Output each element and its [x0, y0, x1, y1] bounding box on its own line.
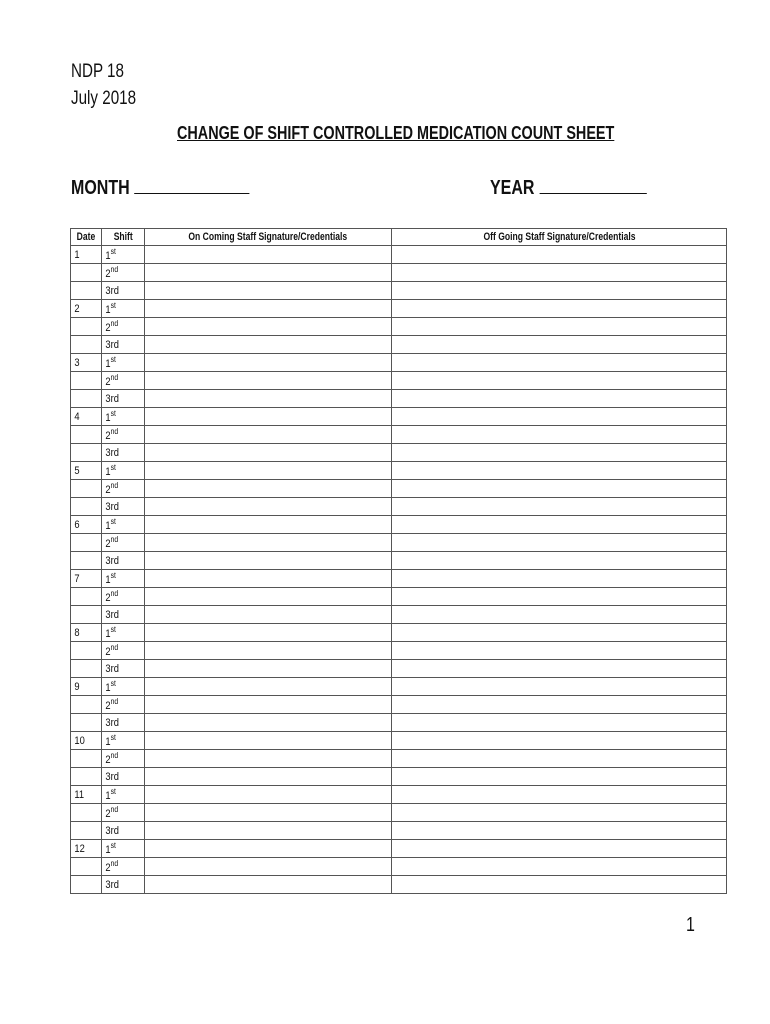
table-row: [71, 282, 727, 300]
shift-cell: 2nd: [102, 426, 145, 444]
table-row: [71, 390, 727, 408]
offgoing-signature-cell[interactable]: [392, 426, 727, 444]
offgoing-signature-cell[interactable]: [392, 804, 727, 822]
date-cell: [71, 804, 102, 822]
date-cell: [71, 822, 102, 840]
shift-cell: 3rd: [102, 282, 145, 300]
date-cell: [71, 534, 102, 552]
date-cell: [71, 498, 102, 516]
table-row: [71, 444, 727, 462]
offgoing-signature-cell[interactable]: [392, 858, 727, 876]
date-cell: [71, 426, 102, 444]
offgoing-signature-cell[interactable]: [392, 498, 727, 516]
year-field: [490, 177, 646, 200]
shift-cell: 3rd: [102, 714, 145, 732]
offgoing-signature-cell[interactable]: [392, 390, 727, 408]
date-cell: 3: [71, 354, 102, 372]
oncoming-signature-cell[interactable]: [145, 426, 392, 444]
shift-cell: 3rd: [102, 606, 145, 624]
shift-cell: 1st: [102, 462, 145, 480]
table-row: [71, 534, 727, 552]
oncoming-signature-cell[interactable]: [145, 570, 392, 588]
date-cell: 8: [71, 624, 102, 642]
oncoming-signature-cell[interactable]: [145, 876, 392, 894]
shift-cell: 2nd: [102, 372, 145, 390]
offgoing-signature-cell[interactable]: [392, 786, 727, 804]
table-row: [71, 876, 727, 894]
shift-cell: 1st: [102, 570, 145, 588]
date-cell: [71, 372, 102, 390]
offgoing-signature-cell[interactable]: [392, 354, 727, 372]
shift-cell: 2nd: [102, 642, 145, 660]
oncoming-signature-cell[interactable]: [145, 786, 392, 804]
shift-cell: 1st: [102, 300, 145, 318]
table-row: [71, 426, 727, 444]
table-row: [71, 462, 727, 480]
offgoing-signature-cell[interactable]: [392, 408, 727, 426]
table-row: [71, 678, 727, 696]
shift-cell: 1st: [102, 408, 145, 426]
column-header-offgoing: Off Going Staff Signature/Credentials: [392, 229, 727, 246]
date-cell: 1: [71, 246, 102, 264]
offgoing-signature-cell[interactable]: [392, 732, 727, 750]
shift-cell: 2nd: [102, 534, 145, 552]
table-row: [71, 516, 727, 534]
shift-cell: 1st: [102, 516, 145, 534]
shift-cell: 3rd: [102, 498, 145, 516]
shift-cell: 2nd: [102, 696, 145, 714]
page-number: 1: [686, 914, 695, 936]
offgoing-signature-cell[interactable]: [392, 570, 727, 588]
date-cell: [71, 660, 102, 678]
date-cell: [71, 642, 102, 660]
offgoing-signature-cell[interactable]: [392, 696, 727, 714]
oncoming-signature-cell[interactable]: [145, 696, 392, 714]
oncoming-signature-cell[interactable]: [145, 804, 392, 822]
offgoing-signature-cell[interactable]: [392, 300, 727, 318]
count-sheet-table: [70, 228, 727, 894]
table-row: [71, 588, 727, 606]
date-cell: [71, 714, 102, 732]
table-row: [71, 624, 727, 642]
table-row: [71, 714, 727, 732]
offgoing-signature-cell[interactable]: [392, 678, 727, 696]
offgoing-signature-cell[interactable]: [392, 444, 727, 462]
table-row: [71, 408, 727, 426]
date-cell: 12: [71, 840, 102, 858]
shift-cell: 2nd: [102, 480, 145, 498]
oncoming-signature-cell[interactable]: [145, 444, 392, 462]
offgoing-signature-cell[interactable]: [392, 246, 727, 264]
year-blank-line[interactable]: [539, 178, 646, 194]
shift-cell: 1st: [102, 246, 145, 264]
shift-cell: 3rd: [102, 822, 145, 840]
table-row: [71, 300, 727, 318]
table-row: [71, 768, 727, 786]
oncoming-signature-cell[interactable]: [145, 588, 392, 606]
date-cell: 6: [71, 516, 102, 534]
offgoing-signature-cell[interactable]: [392, 336, 727, 354]
table-row: [71, 840, 727, 858]
oncoming-signature-cell[interactable]: [145, 480, 392, 498]
offgoing-signature-cell[interactable]: [392, 462, 727, 480]
table-row: [71, 246, 727, 264]
shift-cell: 3rd: [102, 552, 145, 570]
date-cell: [71, 858, 102, 876]
oncoming-signature-cell[interactable]: [145, 390, 392, 408]
shift-cell: 1st: [102, 786, 145, 804]
oncoming-signature-cell[interactable]: [145, 624, 392, 642]
month-label: MONTH: [71, 177, 130, 199]
oncoming-signature-cell[interactable]: [145, 534, 392, 552]
table-row: [71, 642, 727, 660]
table-row: [71, 336, 727, 354]
oncoming-signature-cell[interactable]: [145, 300, 392, 318]
offgoing-signature-cell[interactable]: [392, 660, 727, 678]
table-row: [71, 660, 727, 678]
oncoming-signature-cell[interactable]: [145, 768, 392, 786]
offgoing-signature-cell[interactable]: [392, 372, 727, 390]
table-row: [71, 804, 727, 822]
oncoming-signature-cell[interactable]: [145, 750, 392, 768]
oncoming-signature-cell[interactable]: [145, 246, 392, 264]
month-field: [71, 177, 250, 200]
year-label: YEAR: [490, 177, 535, 199]
table-row: [71, 732, 727, 750]
offgoing-signature-cell[interactable]: [392, 840, 727, 858]
date-cell: 7: [71, 570, 102, 588]
table-row: [71, 480, 727, 498]
date-cell: [71, 552, 102, 570]
shift-cell: 2nd: [102, 858, 145, 876]
shift-cell: 3rd: [102, 444, 145, 462]
table-row: [71, 858, 727, 876]
shift-cell: 2nd: [102, 750, 145, 768]
table-row: [71, 552, 727, 570]
shift-cell: 1st: [102, 624, 145, 642]
shift-cell: 1st: [102, 354, 145, 372]
table-row: [71, 606, 727, 624]
date-cell: [71, 876, 102, 894]
shift-cell: 2nd: [102, 318, 145, 336]
oncoming-signature-cell[interactable]: [145, 678, 392, 696]
date-cell: 9: [71, 678, 102, 696]
date-cell: [71, 282, 102, 300]
oncoming-signature-cell[interactable]: [145, 264, 392, 282]
shift-cell: 1st: [102, 840, 145, 858]
shift-cell: 1st: [102, 732, 145, 750]
date-cell: [71, 588, 102, 606]
table-row: [71, 354, 727, 372]
date-cell: [71, 444, 102, 462]
shift-cell: 3rd: [102, 876, 145, 894]
offgoing-signature-cell[interactable]: [392, 318, 727, 336]
offgoing-signature-cell[interactable]: [392, 876, 727, 894]
oncoming-signature-cell[interactable]: [145, 462, 392, 480]
offgoing-signature-cell[interactable]: [392, 552, 727, 570]
oncoming-signature-cell[interactable]: [145, 408, 392, 426]
shift-cell: 3rd: [102, 660, 145, 678]
date-cell: [71, 264, 102, 282]
offgoing-signature-cell[interactable]: [392, 480, 727, 498]
table-row: [71, 822, 727, 840]
shift-cell: 2nd: [102, 588, 145, 606]
date-cell: [71, 318, 102, 336]
offgoing-signature-cell[interactable]: [392, 714, 727, 732]
date-cell: [71, 390, 102, 408]
table-row: [71, 264, 727, 282]
table-row: [71, 498, 727, 516]
date-cell: 4: [71, 408, 102, 426]
table-row: [71, 570, 727, 588]
offgoing-signature-cell[interactable]: [392, 264, 727, 282]
shift-cell: 3rd: [102, 390, 145, 408]
oncoming-signature-cell[interactable]: [145, 660, 392, 678]
table-row: [71, 786, 727, 804]
table-row: [71, 750, 727, 768]
oncoming-signature-cell[interactable]: [145, 606, 392, 624]
table-row: [71, 372, 727, 390]
date-cell: 10: [71, 732, 102, 750]
table-row: [71, 318, 727, 336]
date-cell: 2: [71, 300, 102, 318]
date-cell: [71, 750, 102, 768]
date-cell: 11: [71, 786, 102, 804]
offgoing-signature-cell[interactable]: [392, 588, 727, 606]
shift-cell: 2nd: [102, 264, 145, 282]
oncoming-signature-cell[interactable]: [145, 372, 392, 390]
oncoming-signature-cell[interactable]: [145, 498, 392, 516]
oncoming-signature-cell[interactable]: [145, 714, 392, 732]
date-cell: [71, 768, 102, 786]
oncoming-signature-cell[interactable]: [145, 822, 392, 840]
date-cell: [71, 336, 102, 354]
document-code: NDP 18: [71, 61, 124, 82]
shift-cell: 1st: [102, 678, 145, 696]
oncoming-signature-cell[interactable]: [145, 642, 392, 660]
oncoming-signature-cell[interactable]: [145, 336, 392, 354]
oncoming-signature-cell[interactable]: [145, 840, 392, 858]
oncoming-signature-cell[interactable]: [145, 282, 392, 300]
month-blank-line[interactable]: [134, 178, 249, 194]
offgoing-signature-cell[interactable]: [392, 768, 727, 786]
table-row: [71, 696, 727, 714]
date-cell: [71, 696, 102, 714]
oncoming-signature-cell[interactable]: [145, 732, 392, 750]
oncoming-signature-cell[interactable]: [145, 318, 392, 336]
document-date: July 2018: [71, 88, 137, 109]
column-header-oncoming: On Coming Staff Signature/Credentials: [145, 229, 392, 246]
table-header-row: [71, 229, 727, 246]
column-header-date: Date: [71, 229, 102, 246]
offgoing-signature-cell[interactable]: [392, 606, 727, 624]
offgoing-signature-cell[interactable]: [392, 516, 727, 534]
date-cell: 5: [71, 462, 102, 480]
offgoing-signature-cell[interactable]: [392, 534, 727, 552]
date-cell: [71, 606, 102, 624]
column-header-shift: Shift: [102, 229, 145, 246]
offgoing-signature-cell[interactable]: [392, 282, 727, 300]
shift-cell: 3rd: [102, 336, 145, 354]
oncoming-signature-cell[interactable]: [145, 552, 392, 570]
shift-cell: 2nd: [102, 804, 145, 822]
shift-cell: 3rd: [102, 768, 145, 786]
offgoing-signature-cell[interactable]: [392, 822, 727, 840]
oncoming-signature-cell[interactable]: [145, 858, 392, 876]
page-title: CHANGE OF SHIFT CONTROLLED MEDICATION COUNT SHEET: [177, 123, 615, 143]
offgoing-signature-cell[interactable]: [392, 750, 727, 768]
oncoming-signature-cell[interactable]: [145, 354, 392, 372]
date-cell: [71, 480, 102, 498]
offgoing-signature-cell[interactable]: [392, 642, 727, 660]
offgoing-signature-cell[interactable]: [392, 624, 727, 642]
oncoming-signature-cell[interactable]: [145, 516, 392, 534]
